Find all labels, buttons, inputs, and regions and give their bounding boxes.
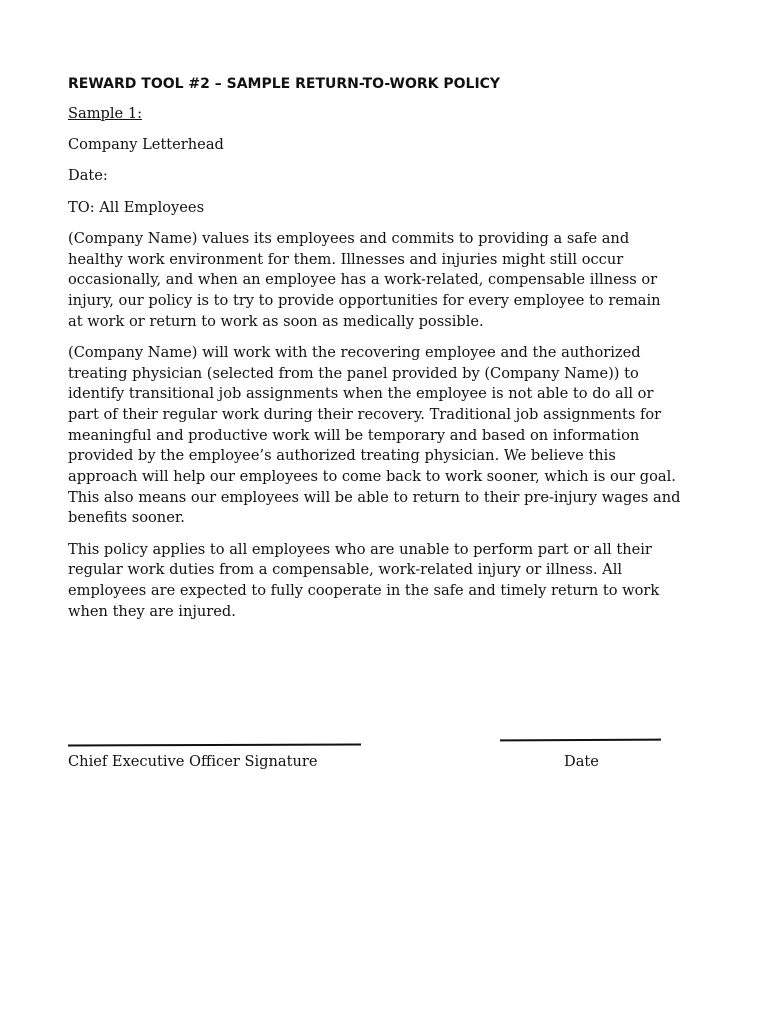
- sample-label: Sample 1:: [68, 105, 143, 122]
- ceo-signature-line[interactable]: [68, 743, 361, 746]
- policy-paragraph-2: (Company Name) will work with the recovering employee and the authorized treating physician (selected from the panel provided by (Company Name)) to identify transitional job assignments when the employee is not able to do all or part of their regular work during their recovery. Traditional job assignments for meaningful and productive work will be temporary and based on information provided by the employee’s authorized treating physician. We believe this approach will help our employees to come back to work sooner, which is our goal. This also means our employees will be able to return to their pre-injury wages and benefits sooner.: [68, 343, 681, 527]
- to-line: TO: All Employees: [68, 198, 205, 216]
- date-signature-line[interactable]: [500, 739, 661, 741]
- date-label: Date: [564, 753, 599, 770]
- policy-paragraph-1: (Company Name) values its employees and commits to providing a safe and healthy work environment for them. Illnesses and injuries might still occur occasionally, and when an employee has a work-related, compensable illness or injury, our policy is to try to provide opportunities for every employee to remain at work or return to work as soon as medically possible.: [68, 229, 661, 330]
- ceo-signature-label: Chief Executive Officer Signature: [68, 753, 318, 770]
- document-body: [68, 74, 708, 633]
- document-title: REWARD TOOL #2 – SAMPLE RETURN-TO-WORK POLICY: [68, 76, 501, 92]
- policy-paragraph-3: This policy applies to all employees who are unable to perform part or all their regular work duties from a compensable, work-related injury or illness. All employees are expected to fully cooperate in the safe and timely return to work when they are injured.: [68, 540, 660, 620]
- letterhead-line: Company Letterhead: [68, 136, 224, 154]
- date-line: Date:: [68, 167, 108, 185]
